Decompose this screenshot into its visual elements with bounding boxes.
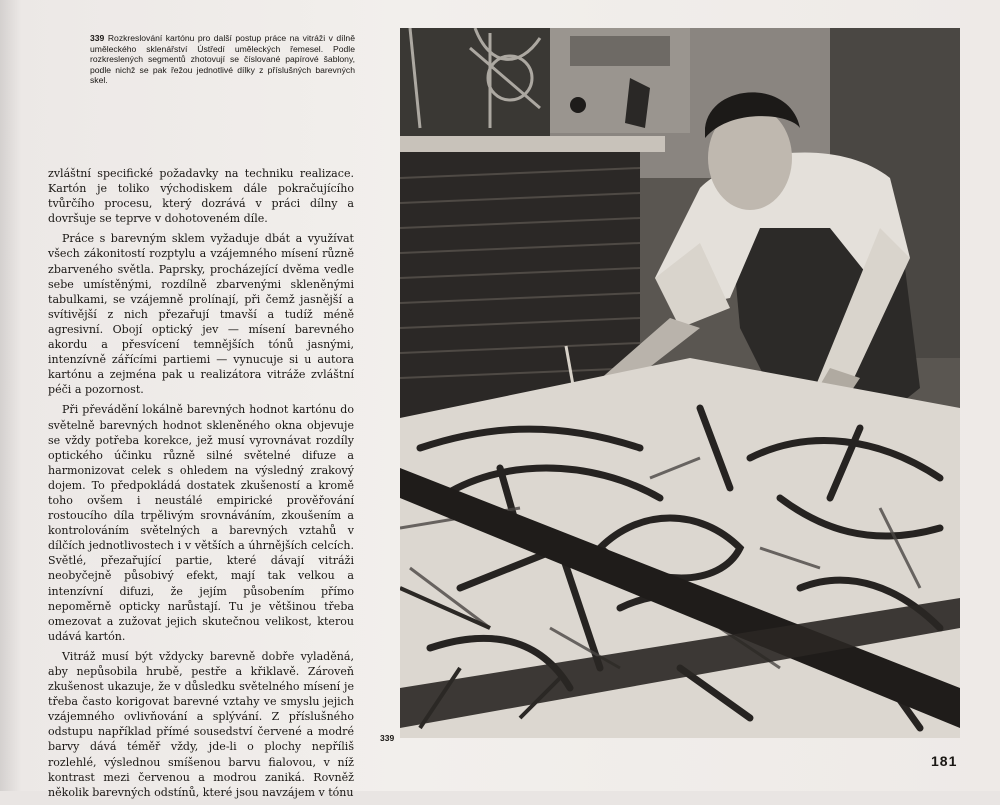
paragraph-2: Práce s barevným sklem vyžaduje dbát a využívat všech zákonitostí rozptylu a vzájemného mísení různě zbarveného světla. Paprsky, procházející dvěma vedle sebe umístěnými, rozdílně zbarvenými skleněnými tabulkami, se vzájemně prolínají, při čemž jasnější a svítivější z nich přezařují tmavší a tudíž méně agresivní. Obojí optický jev — mísení barevného akordu a přesvícení temnějších tónů jasnými, intenzívně zářícími partiemi — vynucuje si u autora kartónu a zejména pak u realizátora vitráže zvláštní péči a pozornost. (48, 232, 354, 397)
photo-number: 339 (380, 733, 395, 743)
photo-illustration (400, 28, 960, 738)
workshop-photo (400, 28, 960, 738)
page-number: 181 (931, 753, 958, 769)
body-text (48, 166, 354, 805)
paragraph-1: zvláštní specifické požadavky na techniku realizace. Kartón je toliko východiskem dále pokračujícího tvůrčího procesu, který dozrává v práci dílny a dovršuje se teprve v dohotoveném díle. (48, 167, 354, 226)
figure-caption (90, 33, 355, 86)
paragraph-4: Vitráž musí být vždycky barevně dobře vyladěná, aby nepůsobila hrubě, pestře a křiklavě. Zároveň zkušenost ukazuje, že v důsledku světelného mísení je třeba často korigovat barevné vztahy ve smyslu jejich vzájemného ovlivňování a splývání. Z příslušného odstupu například přímé sousedství červené a modré barvy dává téměř vždy, jde-li o plochy nepříliš rozlehlé, výslednou smíšenou barvu fialovou, v níž kontrast mezi červenou a modrou zaniká. Rovněž několik barevných odstínů, které jsou navzájem v tónu (48, 649, 354, 799)
paragraph-3: Při převádění lokálně barevných hodnot kartónu do světelně barevných hodnot skleněného okna objevuje se vždy potřeba korekce, jež musí vyrovnávat rozdíly optického účinku různě silné světelné difuze a harmonizovat celek s ohledem na výsledný zrakový dojem. To předpokládá dostatek zkušeností a kromě toho ovšem i neustálé empirické prověřování rostoucího díla trpělivým srovnáváním, zkoušením a kontrolováním světelných a barevných vztahů v dílčích jednotlivostech i v větších a úhrnějších celcích. Světlé, přezařující partie, které dávají vitráži neobyčejně působivý efekt, mají tak velkou a intenzívní difuzi, že jejím působením přímo nepoměrně opticky narůstají. Tu je většinou třeba omezovat a zužovat jejich skutečnou velikost, kterou udává kartón. (48, 403, 354, 643)
caption-text: Rozkreslování kartónu pro další postup práce na vitráži v dílně uměleckého sklenářství Ústředí uměleckých řemesel. Podle rozkreslených segmentů zhotovují se číslované papírové šablony, podle nichž se pak řežou jednotlivé dílky z příslušných barevných skel. (90, 33, 355, 86)
spine-shadow (0, 0, 22, 791)
caption-number: 339 (90, 33, 105, 43)
cartoon-on-table (400, 358, 960, 738)
